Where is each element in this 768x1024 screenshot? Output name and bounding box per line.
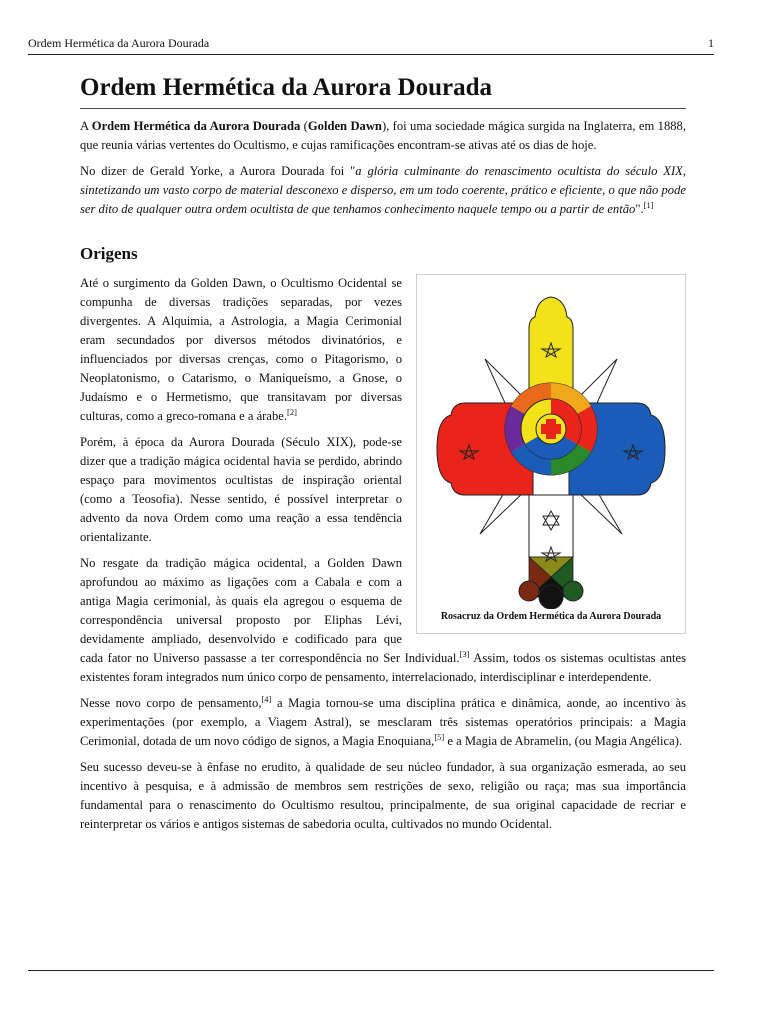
figure-caption: Rosacruz da Ordem Hermética da Aurora Dourada	[440, 611, 662, 622]
section-heading-origens: Origens	[80, 244, 138, 263]
bold-term-golden-dawn: Golden Dawn	[307, 119, 382, 133]
intro-paragraph-2: No dizer de Gerald Yorke, a Aurora Dourada foi "a glória culminante do renascimento ocultista do século XIX, sintetizando um vasto corpo de material desconexo e disperso, em um todo coerente, prático e eficiente, o que não pode ser dito de qualquer outra ordem ocultista de que tenhamos conhecimento naquele tempo ou a partir de então".[1]	[80, 164, 686, 216]
origens-paragraph-3: No resgate da tradição mágica ocidental, a Golden Dawn aprofundou ao máximo as ligações com a Cabala e com a antiga Magia cerimonial, às quais ela agregou o esquema de correspondência universal proposto por Eliphas Lévi, devidamente ampliado, desenvolvido e codificado para que cada fator no Universo passasse a ter correspondência no Ser Individual.[3] Assim, todos os sistemas ocultistas antes existentes foram integrados num único corpo de pensamento, interrelacionado, interdisciplinar e interdependente.	[80, 556, 686, 684]
header-rule	[28, 54, 714, 55]
title-rule	[80, 108, 686, 109]
running-header-title: Ordem Hermética da Aurora Dourada	[28, 36, 210, 50]
footer-rule	[28, 970, 714, 971]
origens-paragraph-5: Seu sucesso deveu-se à ênfase no erudito, à qualidade de seu núcleo fundador, à sua organização esmerada, ao seu incentivo à pesquisa, e à admissão de membros sem restrições de sexo, religião ou raça; mas sua importância fundamental para o renascimento do Ocultismo resultou, principalmente, de sua original capacidade de recriar e reinterpretar os vários e antigos sistemas de sabedoria oculta, cultivados no mundo Ocidental.	[80, 760, 686, 831]
bold-term-order: Ordem Hermética da Aurora Dourada	[91, 119, 301, 133]
rosacruz-image	[425, 279, 677, 609]
article	[80, 70, 686, 841]
intro-paragraph-1: A Ordem Hermética da Aurora Dourada (Golden Dawn), foi uma sociedade mágica surgida na Inglaterra, em 1888, que reunia várias vertentes do Ocultismo, e cujas ramificações encontram-se ativas até os dias de hoje.	[80, 119, 686, 152]
reference-4-link[interactable]: [4]	[261, 693, 272, 704]
reference-1-link[interactable]: [1]	[643, 199, 654, 210]
running-header	[28, 36, 714, 54]
bottom-lobe-center	[539, 585, 563, 609]
reference-5-link[interactable]: [5]	[434, 731, 445, 742]
bottom-lobe-right	[563, 581, 583, 601]
reference-3-link[interactable]: [3]	[459, 648, 470, 659]
bottom-lobe-left	[519, 581, 539, 601]
rosacruz-figure	[416, 274, 686, 634]
yorke-quote: a glória culminante do renascimento ocultista do século XIX, sintetizando um vasto corpo de material desconexo e disperso, em um todo coerente, prático e eficiente, o que não pode ser dito de qualquer outra ordem ocultista de que tenhamos conhecimento naquele tempo ou a partir de então	[80, 164, 686, 216]
origens-paragraph-1: Até o surgimento da Golden Dawn, o Ocultismo Ocidental se compunha de diversas tradições separadas, por vezes divergentes. A Alquimia, a Astrologia, a Magia Cerimonial eram secundados por diversos métodos divinatórios, e influenciados por diversas crenças, como o Pitagorismo, o Neoplatonismo, o Catarismo, o Maniqueísmo, a Gnose, o Judaísmo e o Hermetismo, que transitavam por diversas culturas, como a greco-romana e a árabe.[2]	[80, 276, 402, 423]
reference-2-link[interactable]: [2]	[287, 406, 297, 417]
origens-paragraph-4: Nesse novo corpo de pensamento,[4] a Magia tornou-se uma disciplina prática e dinâmica, aonde, ao incentivo às experimentações (por exemplo, a Viagem Astral), se mesclaram três sistemas operatórios principais: a Magia Cerimonial, dotada de um novo código de signos, a Magia Enoquiana,[5] e a Magia de Abramelin, (ou Magia Angélica).	[80, 693, 686, 748]
page-title: Ordem Hermética da Aurora Dourada	[80, 74, 492, 101]
page-number: 1	[708, 36, 714, 50]
origens-paragraph-2: Porém, à época da Aurora Dourada (Século XIX), pode-se dizer que a tradição mágica ocidental havia se perdido, abrindo espaço para movimentos ocultistas de inspiração oriental (como a Teosofia). Nesse sentido, é possível interpretar o advento da nova Ordem como uma reação a essa tendência orientalizante.	[80, 435, 402, 544]
